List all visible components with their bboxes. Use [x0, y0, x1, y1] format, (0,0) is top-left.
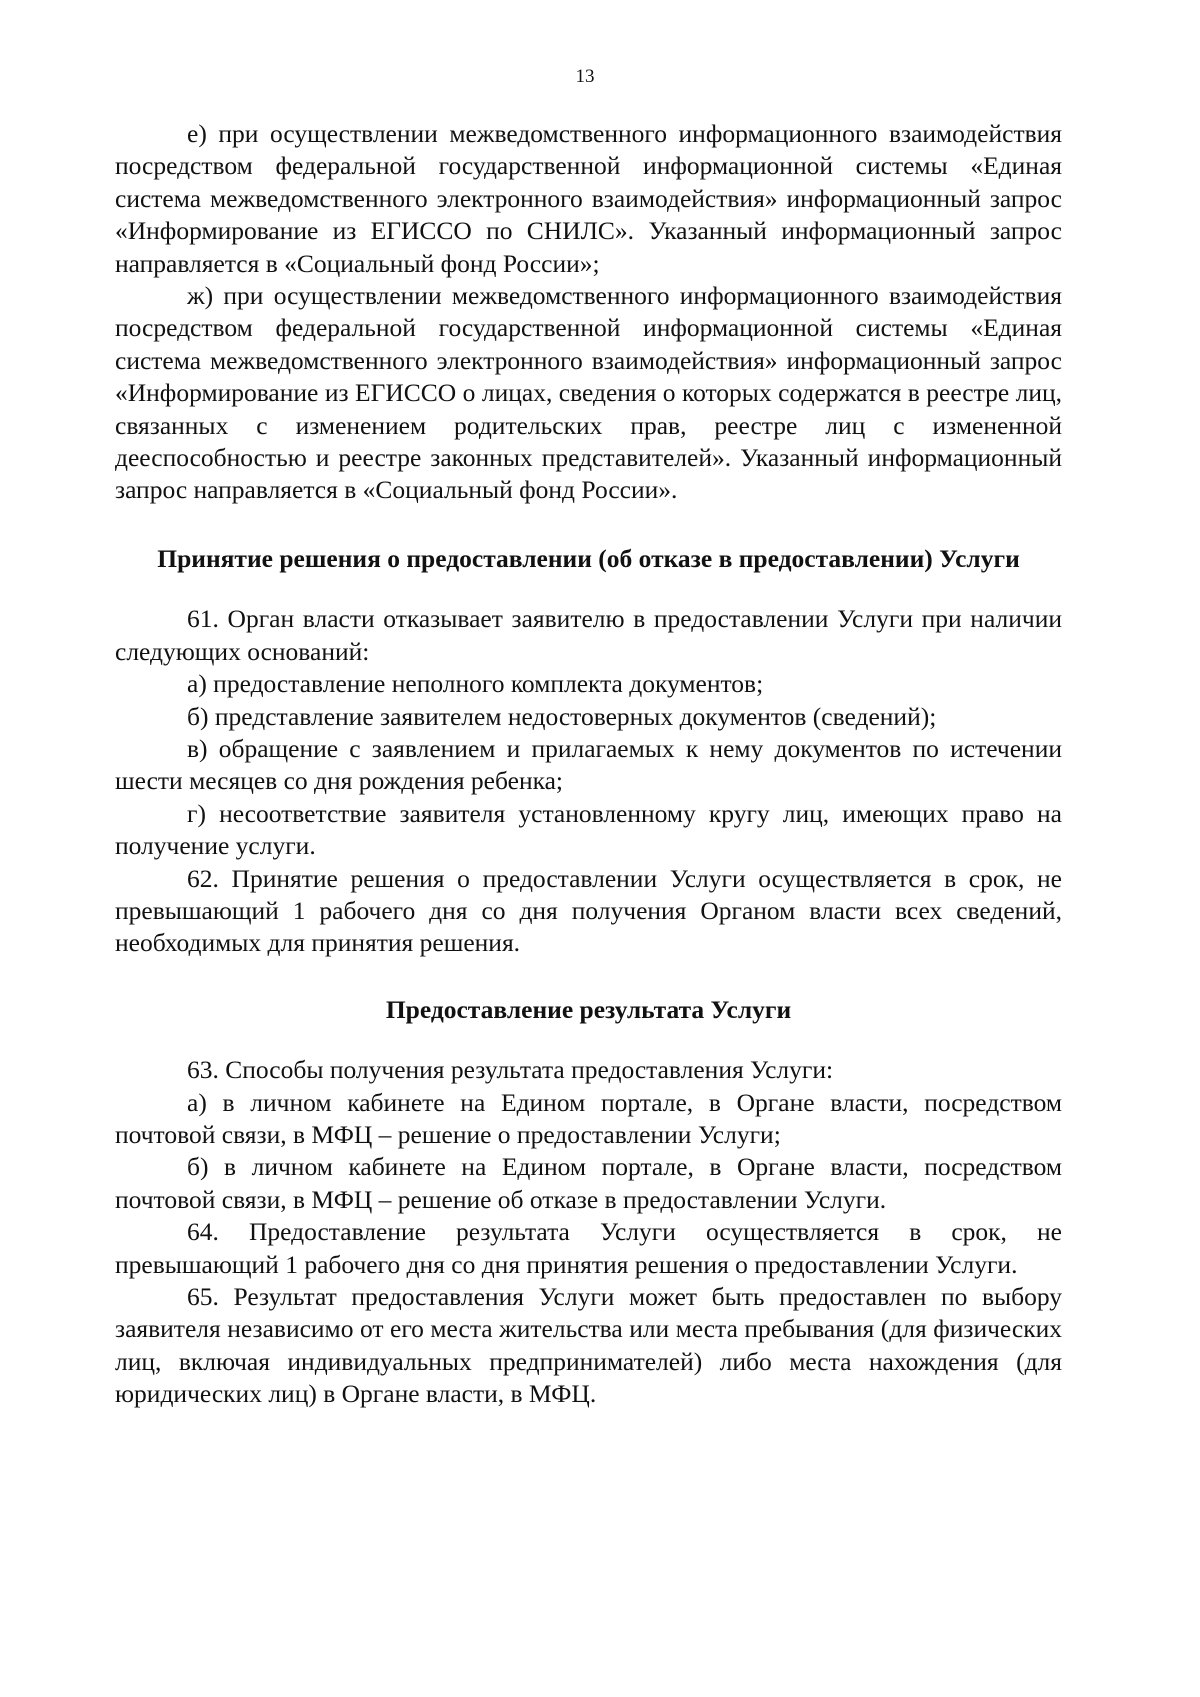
section-heading-result: Предоставление результата Услуги [385, 994, 792, 1024]
page-number: 13 [575, 66, 595, 87]
paragraph-61-b: б) представление заявителем недостоверных документов (сведений); [187, 701, 937, 731]
paragraph-63-a: а) в личном кабинете на Едином портале, в Органе власти, посредством почтовой связи, в МФЦ – решение о предоставлении Услуги; [115, 1087, 1062, 1149]
section-heading-decision: Принятие решения о предоставлении (об отказе в предоставлении) Услуги [157, 543, 1020, 573]
section-result [115, 994, 1062, 1411]
paragraph-61-a: а) предоставление неполного комплекта документов; [187, 669, 764, 699]
paragraph-65: 65. Результат предоставления Услуги может быть предоставлен по выбору заявителя независимо от его места жительства или места пребывания (для физических лиц, включая индивидуальных предпринимателей) либо места нахождения (для юридических лиц) в Органе власти, в МФЦ. [115, 1282, 1062, 1409]
paragraph-61: 61. Орган власти отказывает заявителю в предоставлении Услуги при наличии следующих оснований: [115, 604, 1062, 666]
paragraph-64: 64. Предоставление результата Услуги осуществляется в срок, не превышающий 1 рабочего дня со дня принятия решения о предоставлении Услуги. [115, 1217, 1062, 1279]
paragraph-61-v: в) обращение с заявлением и прилагаемых к нему документов по истечении шести месяцев со дня рождения ребенка; [115, 733, 1062, 796]
paragraph-63-b: б) в личном кабинете на Едином портале, в Органе власти, посредством почтовой связи, в МФЦ – решение об отказе в предоставлении Услуги. [115, 1152, 1062, 1214]
paragraph-63: 63. Способы получения результата предоставления Услуги: [187, 1055, 834, 1085]
section-intro [115, 118, 1062, 507]
document-body [115, 118, 1062, 1411]
paragraph-item-e: е) при осуществлении межведомственного информационного взаимодействия посредством федеральной государственной информационной системы «Единая система межведомственного электронного взаимодействия» информационный запрос «Информирование из ЕГИССО по СНИЛС». Указанный информационный запрос направляется в «Социальный фонд России»; [115, 119, 1062, 278]
section-decision [115, 543, 1062, 960]
paragraph-item-zh: ж) при осуществлении межведомственного информационного взаимодействия посредством федеральной государственной информационной системы «Единая система межведомственного электронного взаимодействия» информационный запрос «Информирование из ЕГИССО о лицах, сведения о которых содержатся в реестре лиц, связанных с изменением родительских прав, реестре лиц с измененной дееспособностью и реестре законных представителей». Указанный информационный запрос направляется в «Социальный фонд России». [115, 281, 1062, 505]
paragraph-62: 62. Принятие решения о предоставлении Услуги осуществляется в срок, не превышающий 1 рабочего дня со дня получения Органом власти всех сведений, необходимых для принятия решения. [115, 863, 1062, 958]
paragraph-61-g: г) несоответствие заявителя установленному кругу лиц, имеющих право на получение услуги. [115, 798, 1062, 861]
